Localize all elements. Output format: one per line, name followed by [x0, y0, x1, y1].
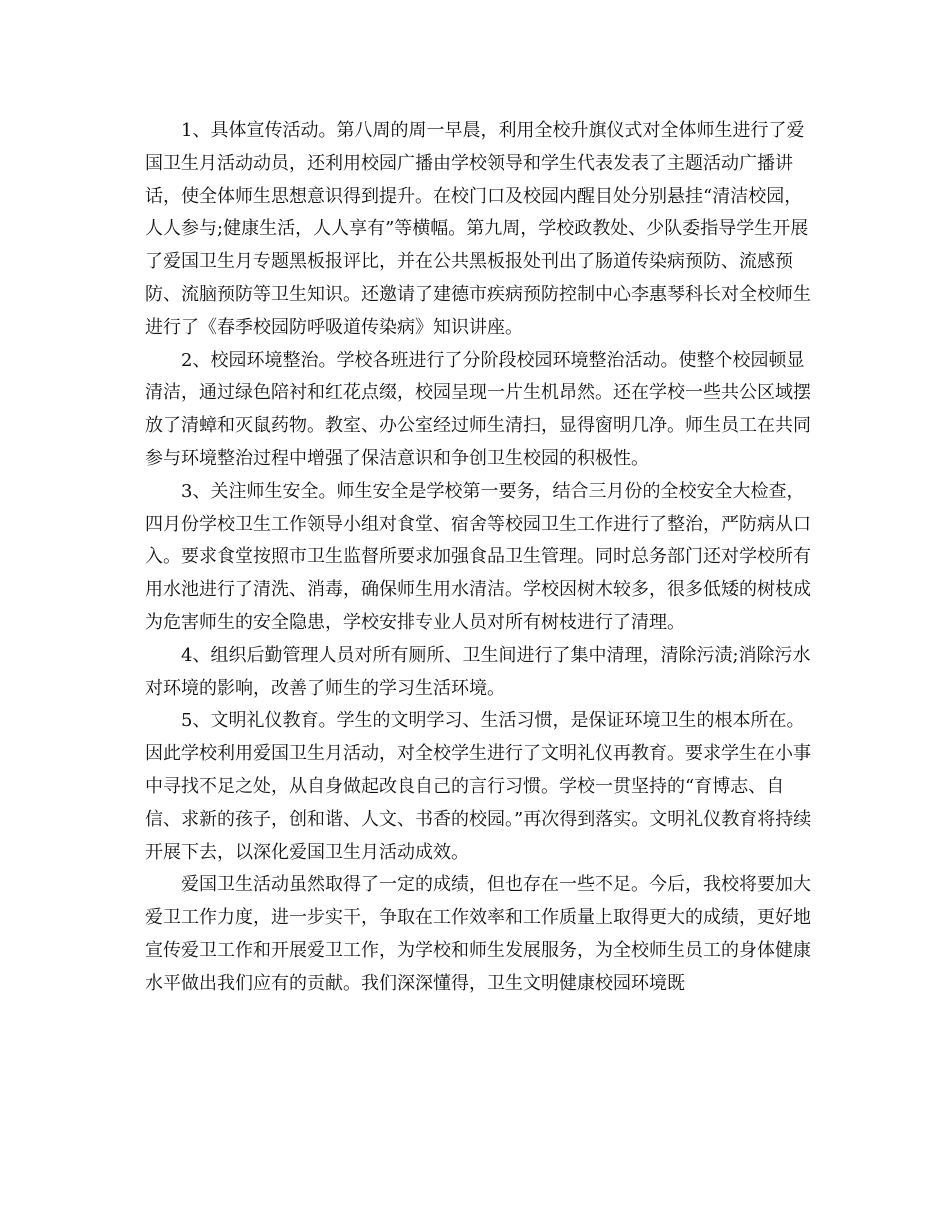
- paragraph-safety: 3、关注师生安全。师生安全是学校第一要务，结合三月份的全校安全大检查，四月份学校卫生工作领导小组对食堂、宿舍等校园卫生工作进行了整治，严防病从口入。要求食堂按照市卫生监督所要求加强食品卫生管理。同时总务部门还对学校所有用水池进行了清洗、消毒，确保师生用水清洁。学校因树木较多，很多低矮的树枝成为危害师生的安全隐患，学校安排专业人员对所有树枝进行了清理。: [145, 480, 811, 633]
- paragraph-publicity-activities: 1、具体宣传活动。第八周的周一早晨，利用全校升旗仪式对全体师生进行了爱国卫生月活动动员，还利用校园广播由学校领导和学生代表发表了主题活动广播讲话，使全体师生思想意识得到提升。在校门口及校园内醒目处分别悬挂“清洁校园，人人参与;健康生活，人人享有”等横幅。第九周，学校政教处、少队委指导学生开展了爱国卫生月专题黑板报评比，并在公共黑板报处刊出了肠道传染病预防、流感预防、流脑预防等卫生知识。还邀请了建德市疾病预防控制中心李惠琴科长对全校师生进行了《春季校园防呼吸道传染病》知识讲座。: [145, 120, 811, 338]
- paragraph-campus-environment: 2、校园环境整治。学校各班进行了分阶段校园环境整治活动。使整个校园顿显清洁，通过绿色陪衬和红花点缀，校园呈现一片生机昂然。还在学校一些共公区域摆放了清蟑和灭鼠药物。教室、办公室经过师生清扫，显得窗明几净。师生员工在共同参与环境整治过程中增强了保洁意识和争创卫生校园的积极性。: [145, 349, 811, 469]
- document-body: [145, 115, 815, 1001]
- paragraph-summary: 爱国卫生活动虽然取得了一定的成绩，但也存在一些不足。今后，我校将要加大爱卫工作力度，进一步实干，争取在工作效率和工作质量上取得更大的成绩，更好地宣传爱卫工作和开展爱卫工作，为学校和师生发展服务，为全校师生员工的身体健康水平做出我们应有的贡献。我们深深懂得，卫生文明健康校园环境既: [145, 874, 811, 994]
- paragraph-cleaning: 4、组织后勤管理人员对所有厕所、卫生间进行了集中清理，清除污渍;消除污水对环境的影响，改善了师生的学习生活环境。: [145, 644, 811, 699]
- paragraph-etiquette-education: 5、文明礼仪教育。学生的文明学习、生活习惯，是保证环境卫生的根本所在。因此学校利用爱国卫生月活动，对全校学生进行了文明礼仪再教育。要求学生在小事中寻找不足之处，从自身做起改良自己的言行习惯。学校一贯坚持的“育博志、自信、求新的孩子，创和谐、人文、书香的校园。”再次得到落实。文明礼仪教育将持续开展下去，以深化爱国卫生月活动成效。: [145, 710, 812, 863]
